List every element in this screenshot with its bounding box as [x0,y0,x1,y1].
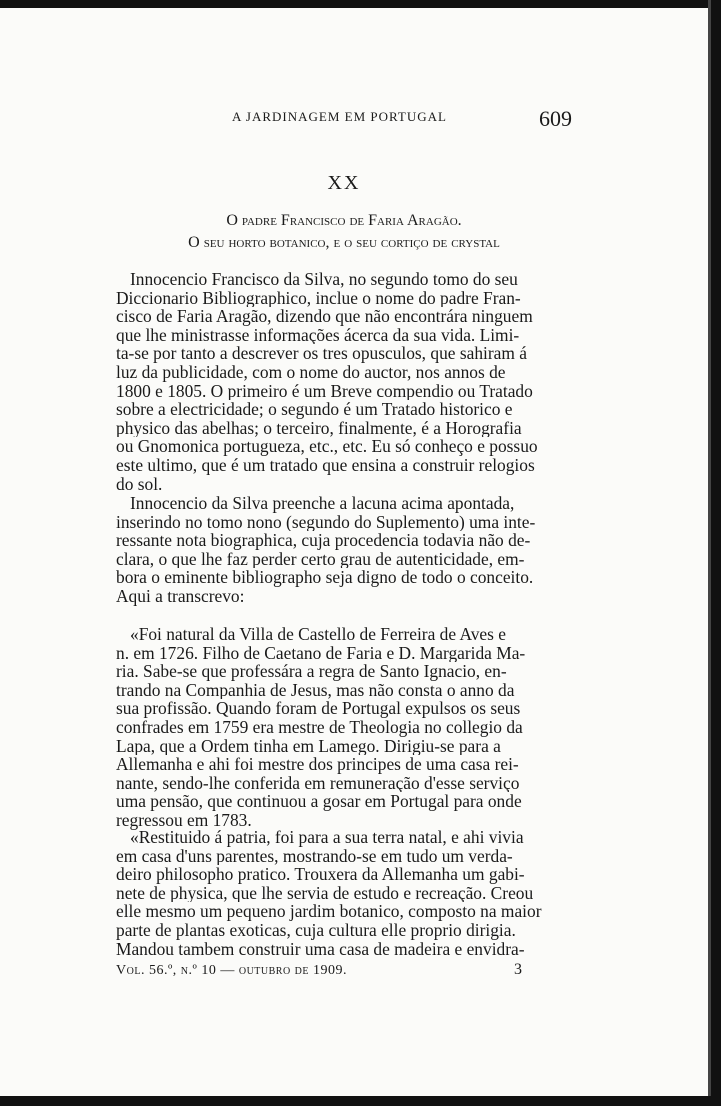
text-line: trando na Companhia de Jesus, mas não consta o anno da [116,680,515,700]
chapter-subtitle-line1: O padre Francisco de Faria Aragão. [226,212,462,229]
chapter-numeral: XX [327,172,361,194]
scan-edge-right-inner [708,0,711,1106]
scan-edge-bottom [0,1096,721,1106]
text-line: este ultimo, que é um tratado que ensina a construir relogios [116,455,535,475]
text-line: confrades em 1759 era mestre de Theologia no collegio da [116,717,523,737]
text-line: uma pensão, que continuou a gosar em Portugal para onde [116,792,522,811]
text-line: regressou em 1783. [116,810,252,830]
text-line: cisco de Faria Aragão, dizendo que não encontrára ninguem [116,307,533,326]
chapter-subtitle-line2: O seu horto botanico, e o seu cortiço de crystal [188,234,500,251]
page-number: 609 [539,106,572,131]
paragraph-2 [116,494,572,606]
text-line: inserindo no tomo nono (segundo do Suplemento) uma inte- [116,512,536,532]
text-line: em casa d'uns parentes, mostrando-se em tudo um verda- [116,846,513,866]
text-line: que lhe ministrasse informações ácerca da sua vida. Limi- [116,325,520,345]
text-line: physico das abelhas; o terceiro, finalmente, é a Horografia [116,418,522,438]
text-line: Diccionario Bibliographico, inclue o nome do padre Fran- [116,288,521,308]
text-line: Innocencio Francisco da Silva, no segundo tomo do seu [130,270,518,289]
text-line: do sol. [116,474,163,494]
text-line: ria. Sabe-se que professára a regra de Santo Ignacio, en- [116,662,507,681]
text-line: «Restituido á patria, foi para a sua terra natal, e ahi vivia [130,828,524,847]
paragraph-3 [116,625,572,830]
text-line: ta-se por tanto a descrever os tres opusculos, que sahiram á [116,344,527,363]
text-line: bora o eminente bibliographo seja digno de todo o conceito. [116,568,534,587]
text-line: «Foi natural da Villa de Castello de Ferreira de Aves e [130,625,506,644]
text-line: n. em 1726. Filho de Caetano de Faria e D. Margarida Ma- [116,643,526,663]
text-line: elle mesmo um pequeno jardim botanico, composto na maior [116,902,542,921]
text-line: Mandou tambem construir uma casa de madeira e envidra- [116,939,525,959]
scan-edge-top [0,0,721,8]
footer-signature: 3 [514,961,522,978]
text-line: 1800 e 1805. O primeiro é um Breve compendio ou Tratado [116,381,533,401]
running-title: A JARDINAGEM EM PORTUGAL [232,109,447,124]
text-line: Allemanha e ahi foi mestre dos principes de uma casa rei- [116,755,519,774]
text-line: sobre a electricidade; o segundo é um Tratado historico e [116,400,513,419]
text-line: Aqui a transcrevo: [116,586,245,606]
text-line: deiro philosopho pratico. Trouxera da Allemanha um gabi- [116,865,525,884]
text-line: parte de plantas exoticas, cuja cultura elle proprio dirigia. [116,920,516,940]
text-line: ou Gnomonica portugueza, etc., etc. Eu só conheço e possuo [116,437,538,456]
text-line: nete de physica, que lhe servia de estudo e recreação. Creou [116,883,534,903]
text-line: nante, sendo-lhe conferida em remuneração d'esse serviço [116,773,520,793]
paragraph-4 [116,828,572,958]
footer-volume: Vol. 56.º, n.º 10 — outubro de 1909. [116,963,348,978]
paragraph-1 [116,270,572,493]
text-line: luz da publicidade, com o nome do auctor, nos annos de [116,362,506,382]
running-head [116,106,572,132]
text-line: ressante nota biographica, cuja procedencia todavia não de- [116,531,531,550]
text-line: Lapa, que a Ordem tinha em Lamego. Dirigiu-se para a [116,736,501,756]
text-line: clara, o que lhe faz perder certo grau de autenticidade, em- [116,549,525,569]
text-line: Innocencio da Silva preenche a lacuna acima apontada, [130,494,515,513]
text-line: sua profissão. Quando foram de Portugal expulsos os seus [116,699,521,718]
scan-edge-right [711,0,721,1106]
page-footer [116,963,572,985]
